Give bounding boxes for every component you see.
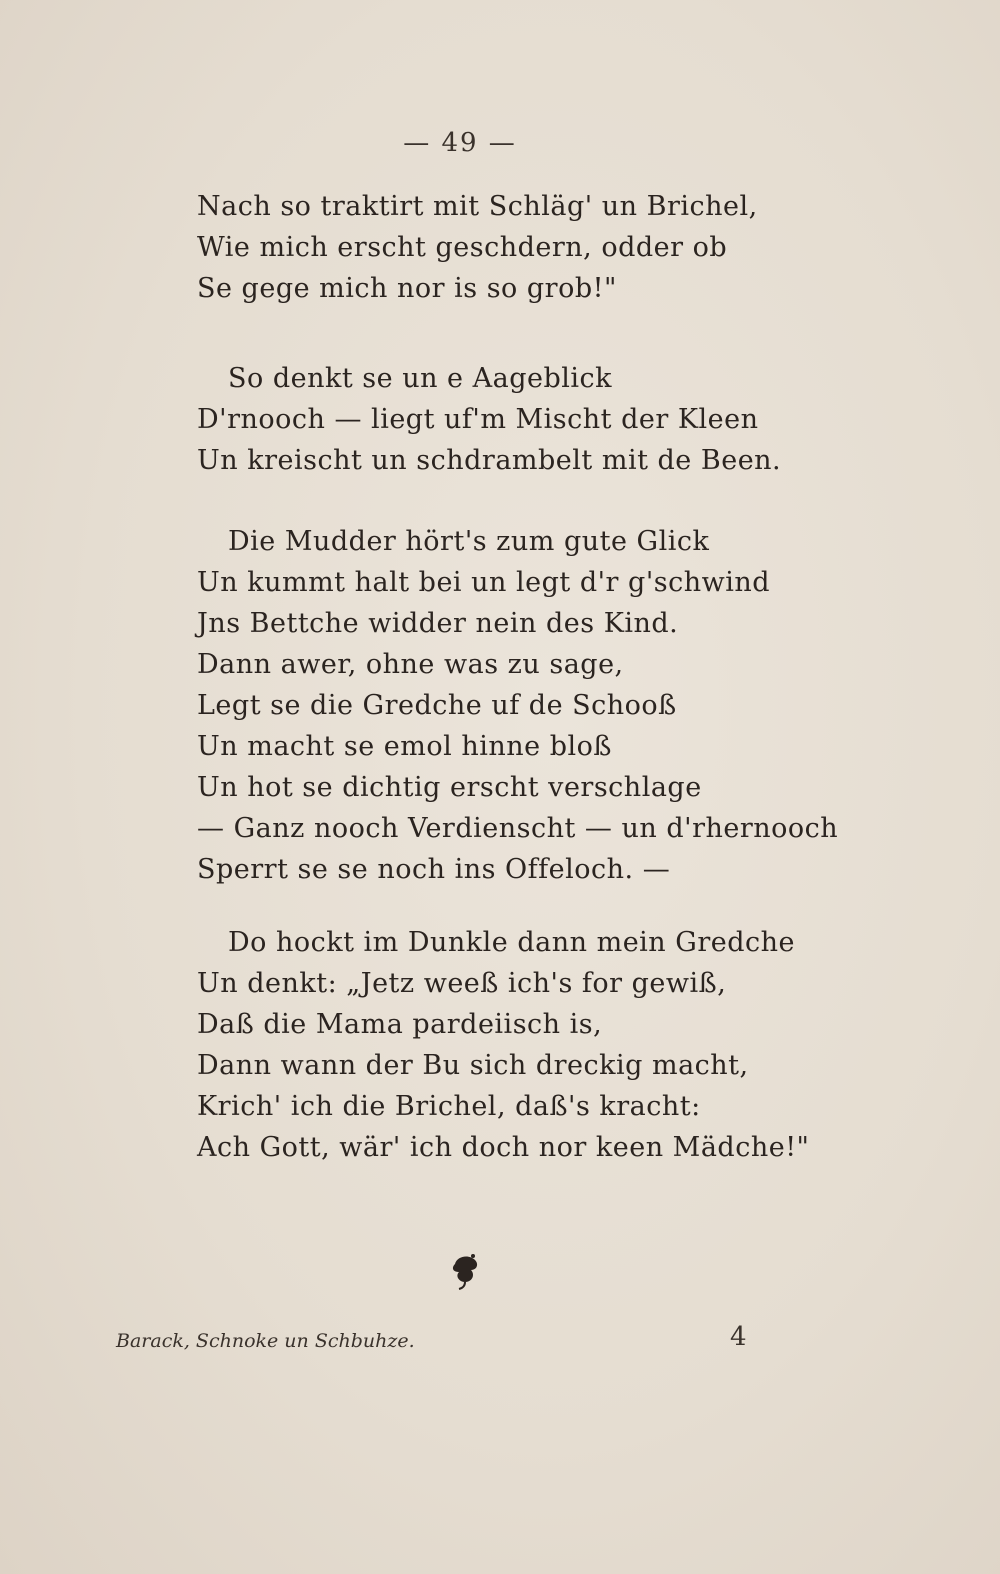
fleuron-ornament-icon bbox=[449, 1250, 483, 1290]
verse-line: Krich' ich die Brichel, daß's kracht: bbox=[197, 1091, 701, 1122]
footer-book-title: Barack, Schnoke un Schbuhze. bbox=[116, 1330, 415, 1352]
verse-line: Un macht se emol hinne bloß bbox=[197, 731, 612, 762]
page-number: — 49 — bbox=[403, 128, 517, 158]
verse-line: Un kreischt un schdrambelt mit de Been. bbox=[197, 445, 782, 476]
verse-line: Jns Bettche widder nein des Kind. bbox=[197, 608, 679, 639]
stanza bbox=[197, 186, 817, 309]
verse-line: Wie mich erscht geschdern, odder ob bbox=[197, 232, 728, 263]
stanza bbox=[197, 358, 817, 481]
verse-line: Se gege mich nor is so grob!" bbox=[197, 273, 617, 304]
verse-line: Do hockt im Dunkle dann mein Gredche bbox=[228, 927, 796, 958]
verse-line: D'rnooch — liegt uf'm Mischt der Kleen bbox=[197, 404, 759, 435]
verse-line: Ach Gott, wär' ich doch nor keen Mädche!" bbox=[197, 1132, 810, 1163]
verse-line: Dann wann der Bu sich dreckig macht, bbox=[197, 1050, 749, 1081]
verse-line: Un hot se dichtig erscht verschlage bbox=[197, 772, 702, 803]
verse-line: — Ganz nooch Verdienscht — un d'rhernooch bbox=[197, 813, 839, 844]
verse-line: Die Mudder hört's zum gute Glick bbox=[228, 526, 710, 557]
verse-line: Daß die Mama pardeiisch is, bbox=[197, 1009, 603, 1040]
verse-line: Legt se die Gredche uf de Schooß bbox=[197, 690, 677, 721]
verse-line: Dann awer, ohne was zu sage, bbox=[197, 649, 624, 680]
stanza bbox=[197, 922, 817, 1168]
verse-line: Sperrt se se noch ins Offeloch. — bbox=[197, 854, 671, 885]
verse-line: So denkt se un e Aageblick bbox=[228, 363, 613, 394]
verse-line: Un denkt: „Jetz weeß ich's for gewiß, bbox=[197, 968, 727, 999]
verse-line: Un kummt halt bei un legt d'r g'schwind bbox=[197, 567, 771, 598]
verse-line: Nach so traktirt mit Schläg' un Brichel, bbox=[197, 191, 758, 222]
stanza bbox=[197, 521, 839, 890]
footer-signature-mark: 4 bbox=[730, 1322, 747, 1352]
